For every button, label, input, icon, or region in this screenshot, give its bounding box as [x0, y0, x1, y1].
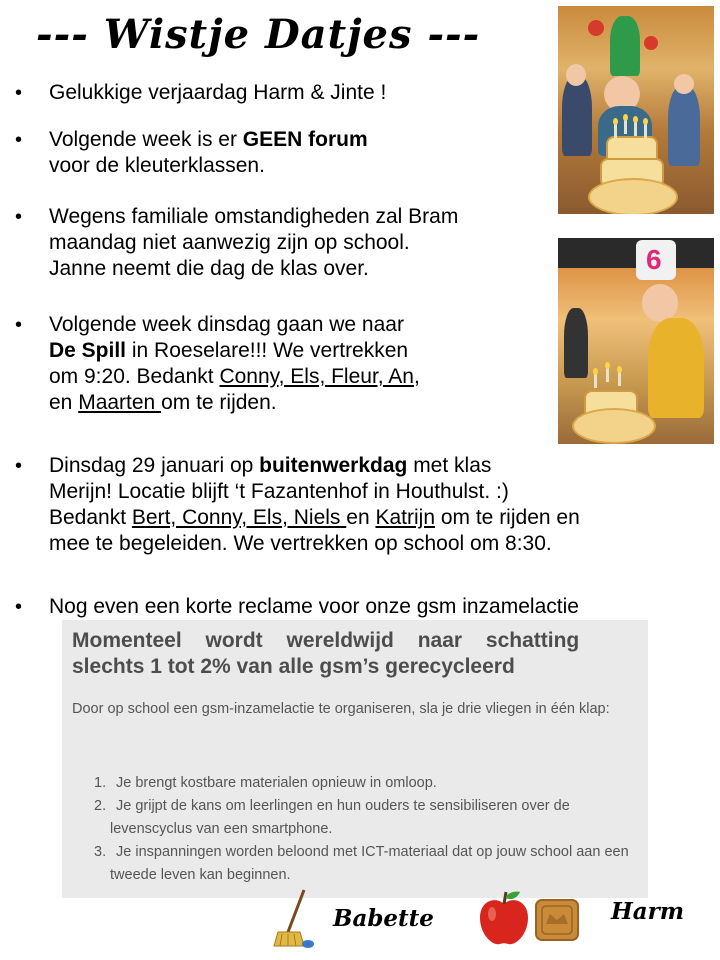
bullet-text: Volgende week is er — [49, 128, 243, 151]
bullet-dot: • — [15, 596, 23, 618]
bullet-gsm — [15, 594, 579, 620]
signature-right: Harm — [611, 898, 685, 925]
bullet-forum — [15, 127, 368, 179]
bullet-text: voor de kleuterklassen. — [49, 154, 265, 177]
bullet-text: om 9:20. Bedankt — [49, 365, 220, 388]
apple-icon — [476, 888, 532, 948]
bullet-bold: buitenwerkdag — [259, 454, 408, 477]
bullet-text: Bedankt — [49, 506, 132, 529]
bullet-text: in Roeselare!!! We vertrekken — [126, 339, 409, 362]
info-list — [96, 772, 636, 887]
bullet-text: om te rijden. — [161, 391, 277, 414]
bullet-text: maandag niet aanwezig zijn op school. — [49, 231, 410, 254]
bullet-text: Wegens familiale omstandigheden zal Bram — [49, 205, 459, 228]
signature-left: Babette — [333, 905, 434, 932]
bullet-text: en — [49, 391, 79, 414]
bullet-dot: • — [15, 82, 23, 104]
birthday-photo-jinte: 6 — [558, 238, 714, 444]
bullet-bold: GEEN forum — [242, 128, 368, 151]
bullet-text: om te rijden en — [435, 506, 580, 529]
bullet-buitenwerkdag — [15, 453, 580, 557]
bullet-spill — [15, 312, 420, 416]
bullet-text: Gelukkige verjaardag Harm & Jinte ! — [49, 81, 387, 104]
bullet-text: , — [414, 365, 420, 388]
bullet-bram — [15, 204, 459, 282]
bullet-dot: • — [15, 129, 23, 151]
info-heading-line: Momenteel wordt wereldwijd naar schatting — [72, 629, 580, 652]
bullet-text: mee te begeleiden. We vertrekken op school om 8:30. — [49, 532, 552, 555]
bullet-dot: • — [15, 455, 23, 477]
bullet-bold: De Spill — [49, 339, 127, 362]
broom-icon — [270, 888, 314, 950]
bullet-text: en — [346, 506, 376, 529]
list-item: 3. Je inspanningen worden beloond met ICT-materiaal dat op jouw school aan een tweede leven kan beginnen. — [94, 844, 629, 883]
bullet-underline: Bert, Conny, Els, Niels — [131, 506, 347, 529]
bullet-underline: Katrijn — [375, 506, 435, 529]
bullet-underline: Maarten — [78, 391, 162, 414]
bullet-dot: • — [15, 314, 23, 336]
info-heading — [72, 628, 638, 680]
list-item: 1. Je brengt kostbare materialen opnieuw in omloop. — [94, 775, 437, 791]
gsm-info-box — [62, 620, 648, 898]
bullet-text: Nog even een korte reclame voor onze gsm inzamelactie — [49, 595, 579, 618]
page-title: --- Wistje Datjes --- — [36, 11, 481, 58]
bullet-text: Dinsdag 29 januari op — [49, 454, 260, 477]
bullet-text: Merijn! Locatie blijft ‘t Fazantenhof in Houthulst. :) — [49, 480, 509, 503]
bullet-dot: • — [15, 206, 23, 228]
bullet-text: Janne neemt die dag de klas over. — [49, 257, 369, 280]
cookie-icon — [534, 898, 580, 942]
info-intro: Door op school een gsm-inzamelactie te organiseren, sla je drie vliegen in één klap: — [72, 701, 610, 717]
bullet-text: met klas — [407, 454, 492, 477]
birthday-photo-harm — [558, 6, 714, 214]
bullet-text: Volgende week dinsdag gaan we naar — [49, 313, 404, 336]
list-item: 2. Je grijpt de kans om leerlingen en hun ouders te sensibiliseren over de levenscyclus van een smartphone. — [94, 798, 570, 837]
info-heading-line: slechts 1 tot 2% van alle gsm’s gerecycleerd — [72, 655, 515, 678]
bullet-birthday — [15, 80, 387, 106]
bullet-underline: Conny, Els, Fleur, An — [219, 365, 414, 388]
